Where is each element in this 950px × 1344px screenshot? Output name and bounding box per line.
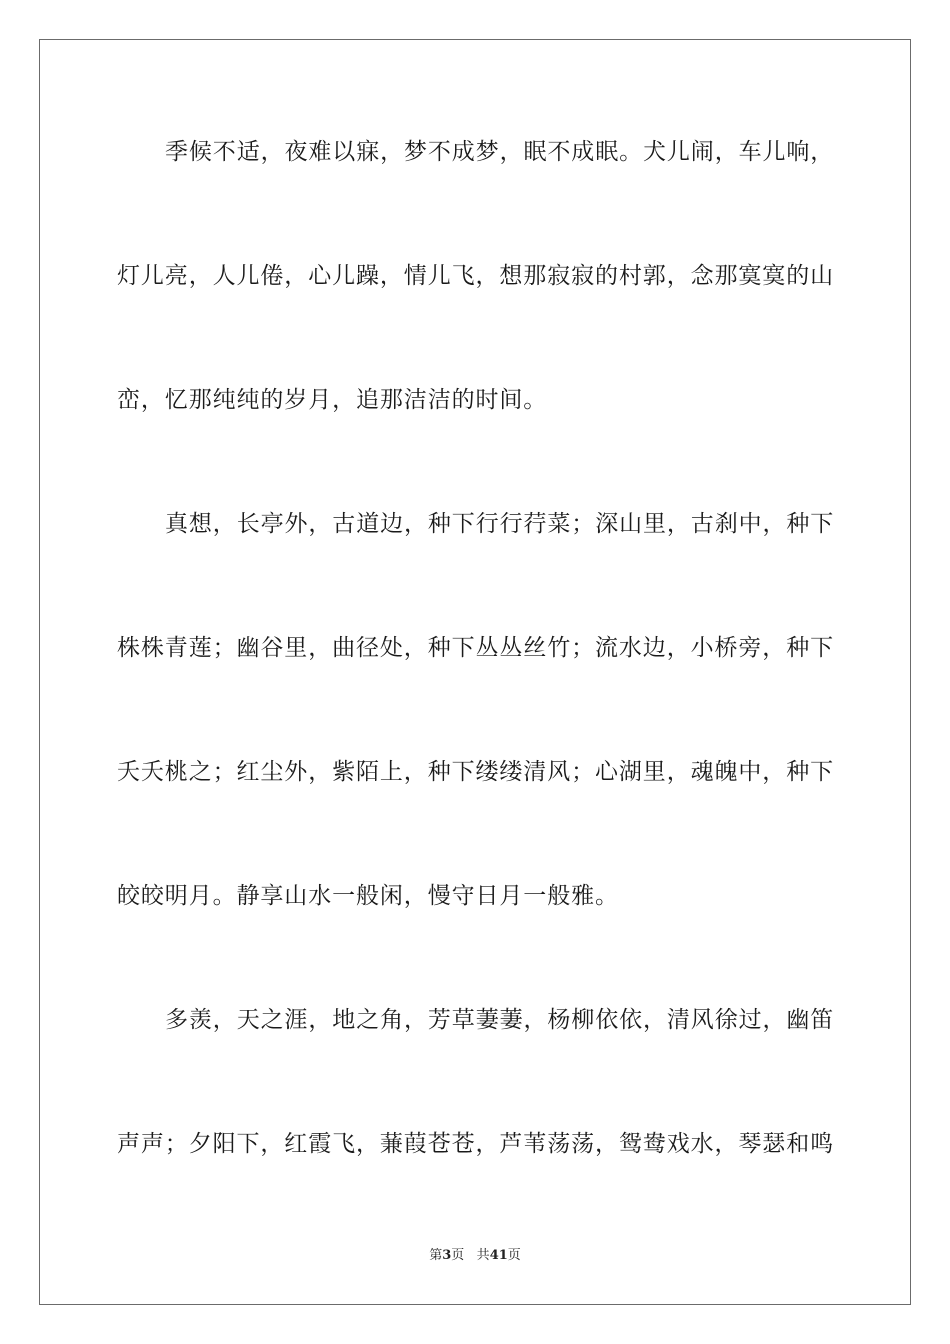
footer-page-number: 3: [442, 1248, 452, 1263]
footer-page-prefix: 第: [429, 1248, 443, 1263]
paragraph-1-line-2: 灯儿亮，人儿倦，心儿躁，情儿飞，想那寂寂的村郭，念那寞寞的山: [117, 263, 834, 289]
page-footer: [0, 1247, 950, 1265]
footer-total-prefix: 共: [476, 1248, 490, 1263]
footer-total-pages: 41: [489, 1248, 508, 1263]
paragraph-2-line-2: 株株青莲；幽谷里，曲径处，种下丛丛丝竹；流水边，小桥旁，种下: [117, 635, 834, 661]
paragraph-1-line-1: 季候不适，夜难以寐，梦不成梦，眠不成眠。犬儿闹，车儿响，: [165, 139, 835, 165]
paragraph-3-line-2: 声声；夕阳下，红霞飞，蒹葭苍苍，芦苇荡荡，鸳鸯戏水，琴瑟和鸣: [117, 1131, 834, 1157]
footer-page-suffix: 页: [451, 1248, 465, 1263]
paragraph-3-line-1: 多羡，天之涯，地之角，芳草萋萋，杨柳依依，清风徐过，幽笛: [165, 1007, 835, 1033]
paragraph-2-line-3: 夭夭桃之；红尘外，紫陌上，种下缕缕清风；心湖里，魂魄中，种下: [117, 759, 834, 785]
paragraph-2-line-1: 真想，长亭外，古道边，种下行行荇菜；深山里，古刹中，种下: [165, 511, 835, 537]
paragraph-2-line-4: 皎皎明月。静享山水一般闲，慢守日月一般雅。: [117, 883, 619, 909]
paragraph-1-line-3: 峦，忆那纯纯的岁月，追那洁洁的时间。: [117, 387, 548, 413]
page-border: [39, 39, 911, 1305]
footer-total-suffix: 页: [507, 1248, 521, 1263]
